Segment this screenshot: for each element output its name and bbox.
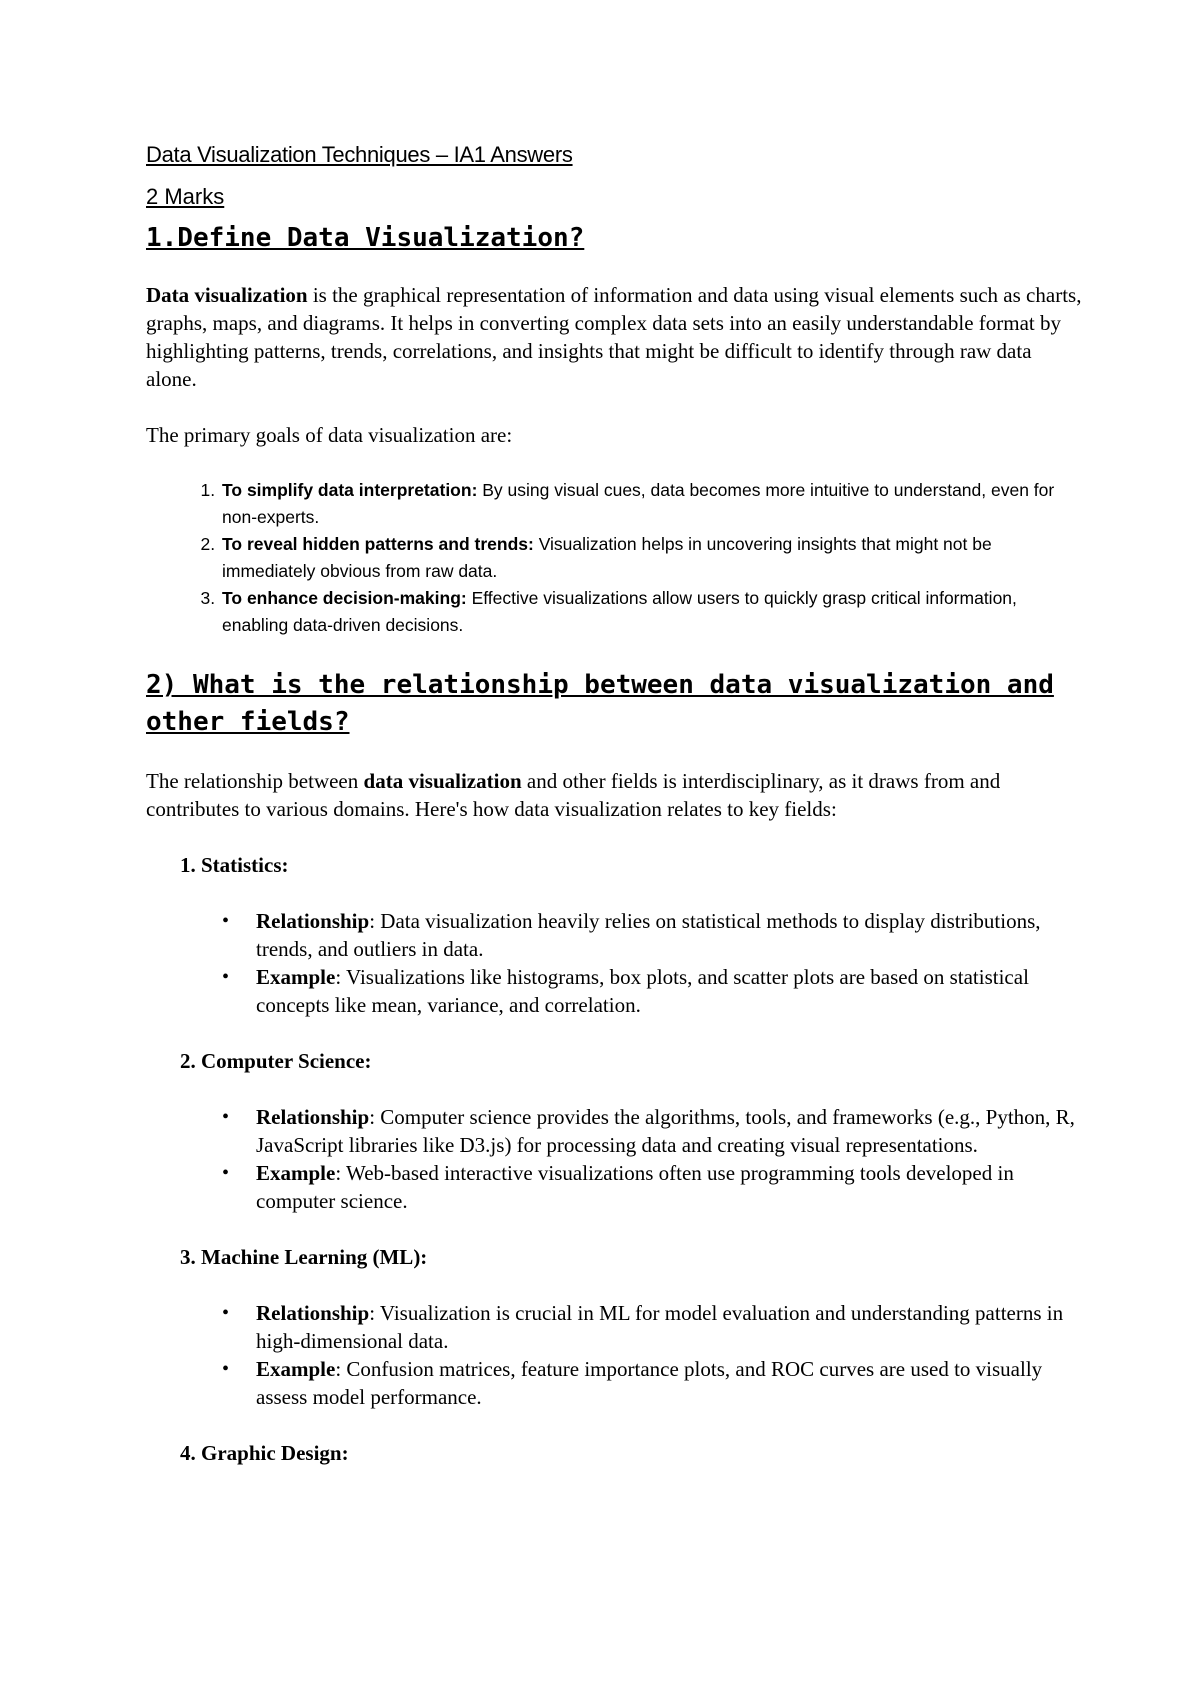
section-points-computer-science bbox=[146, 1103, 1086, 1215]
point-term: Example bbox=[256, 965, 336, 989]
question-1-heading: 1.Define Data Visualization? bbox=[146, 223, 585, 253]
point-term: Example bbox=[256, 1161, 336, 1185]
bullet-icon: • bbox=[222, 1358, 230, 1380]
section-points-machine-learning bbox=[146, 1299, 1086, 1411]
section-points-statistics bbox=[146, 907, 1086, 1019]
section-heading-computer-science: 2. Computer Science: bbox=[180, 1049, 372, 1073]
goals-intro: The primary goals of data visualization are: bbox=[146, 423, 513, 447]
goal-text: Visualization helps in uncovering insights that might not be immediately obvious from raw data. bbox=[222, 534, 992, 581]
list-item bbox=[220, 585, 1086, 639]
list-item bbox=[222, 963, 1086, 1019]
list-item bbox=[222, 1103, 1086, 1159]
list-item bbox=[222, 1355, 1086, 1411]
goals-list bbox=[146, 477, 1086, 639]
point-text: : Visualizations like histograms, box plots, and scatter plots are based on statistical concepts like mean, variance, and correlation. bbox=[256, 965, 1029, 1017]
intro-before: The relationship between bbox=[146, 769, 364, 793]
section-heading-machine-learning: 3. Machine Learning (ML): bbox=[180, 1245, 428, 1269]
goal-term: To simplify data interpretation: bbox=[222, 480, 478, 500]
bullet-icon: • bbox=[222, 1106, 230, 1128]
bullet-icon: • bbox=[222, 1302, 230, 1324]
intro-term: data visualization bbox=[363, 769, 522, 793]
point-term: Relationship bbox=[256, 1301, 370, 1325]
point-text: : Web-based interactive visualizations often use programming tools developed in computer science. bbox=[256, 1161, 1014, 1213]
intro-after: and other fields is interdisciplinary, as it draws from and contributes to various domains. Here's how data visualization relates to key fields: bbox=[146, 769, 1001, 821]
definition-text: is the graphical representation of information and data using visual elements such as charts, graphs, maps, and diagrams. It helps in converting complex data sets into an easily understandable format by highlighting patterns, trends, correlations, and insights that might be difficult to identify through raw data alone. bbox=[146, 283, 1082, 391]
point-text: : Visualization is crucial in ML for model evaluation and understanding patterns in high-dimensional data. bbox=[256, 1301, 1064, 1353]
marks-label: 2 Marks bbox=[146, 184, 225, 209]
section-heading-statistics: 1. Statistics: bbox=[180, 853, 289, 877]
document-page bbox=[146, 140, 1086, 1495]
point-text: : Confusion matrices, feature importance plots, and ROC curves are used to visually assess model performance. bbox=[256, 1357, 1043, 1409]
point-term: Relationship bbox=[256, 1105, 370, 1129]
point-text: : Data visualization heavily relies on statistical methods to display distributions, trends, and outliers in data. bbox=[256, 909, 1041, 961]
question-2-heading: 2) What is the relationship between data visualization and other fields? bbox=[146, 670, 1054, 737]
list-item bbox=[220, 531, 1086, 585]
list-item bbox=[220, 477, 1086, 531]
bullet-icon: • bbox=[222, 1162, 230, 1184]
goal-text: Effective visualizations allow users to quickly grasp critical information, enabling data-driven decisions. bbox=[222, 588, 1017, 635]
goal-text: By using visual cues, data becomes more intuitive to understand, even for non-experts. bbox=[222, 480, 1055, 527]
bullet-icon: • bbox=[222, 910, 230, 932]
goal-term: To enhance decision-making: bbox=[222, 588, 467, 608]
list-item bbox=[222, 1299, 1086, 1355]
point-term: Relationship bbox=[256, 909, 370, 933]
definition-paragraph bbox=[146, 281, 1086, 393]
document-title: Data Visualization Techniques – IA1 Answers bbox=[146, 142, 573, 167]
list-item bbox=[222, 1159, 1086, 1215]
point-term: Example bbox=[256, 1357, 336, 1381]
point-text: : Computer science provides the algorithms, tools, and frameworks (e.g., Python, R, JavaScript libraries like D3.js) for processing data and creating visual representations. bbox=[256, 1105, 1075, 1157]
relationship-intro bbox=[146, 767, 1086, 823]
definition-term: Data visualization bbox=[146, 283, 308, 307]
goal-term: To reveal hidden patterns and trends: bbox=[222, 534, 534, 554]
list-item bbox=[222, 907, 1086, 963]
section-heading-graphic-design: 4. Graphic Design: bbox=[180, 1441, 349, 1465]
bullet-icon: • bbox=[222, 966, 230, 988]
